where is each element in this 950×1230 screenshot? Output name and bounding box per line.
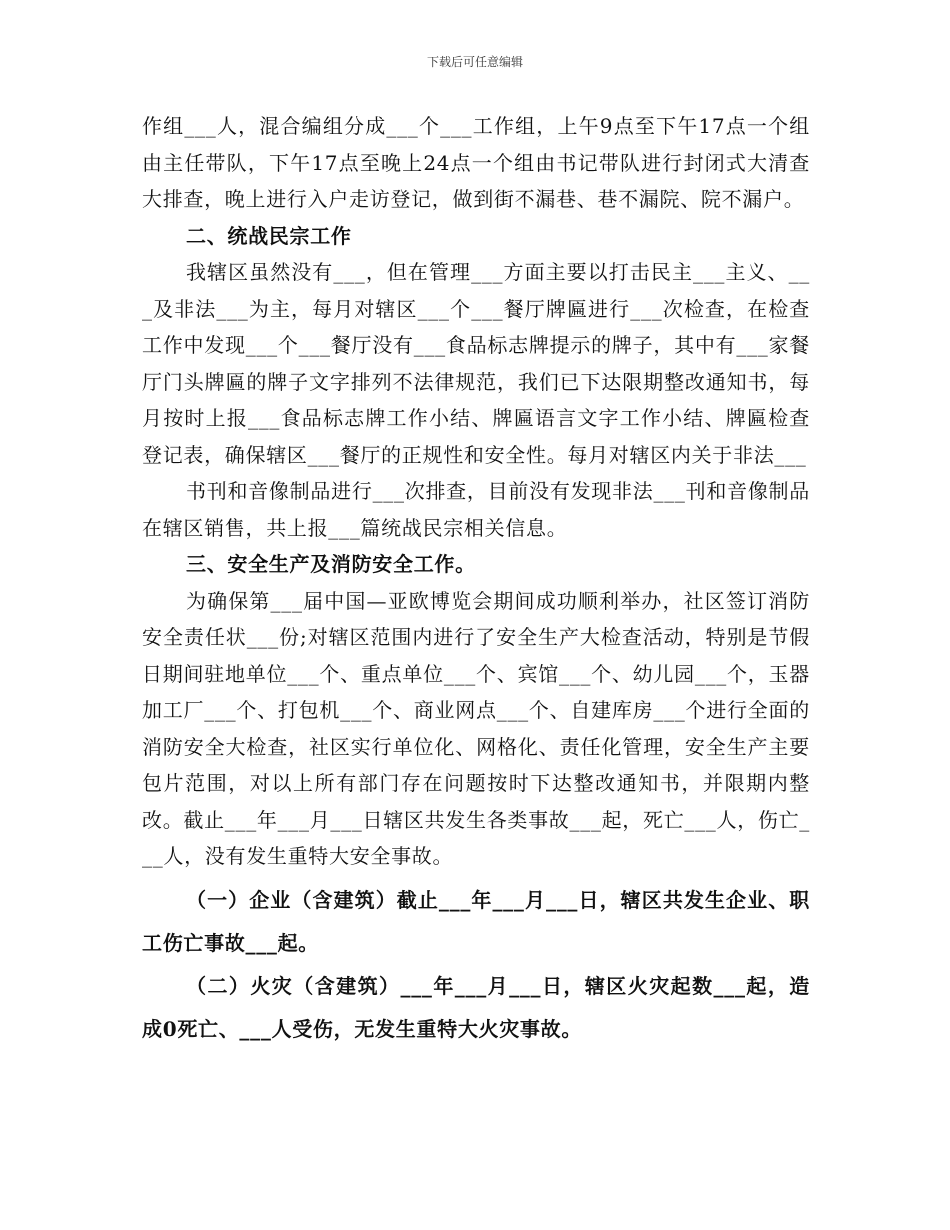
section-heading-safety: 三、安全生产及消防安全工作。 [186,552,476,576]
paragraph-work-groups: 作组___人，混合编组分成___个___工作组，上午9点至下午17点一个组由主任带队，下午17点至晚上24点一个组由书记带队进行封闭式大清查大排查，晚上进行入户走访登记，做到街不漏巷、巷不漏院、院不漏户。 [142,114,810,211]
section-heading-united-front: 二、统战民宗工作 [186,223,352,248]
paragraph-publications-check: 书刊和音像制品进行___次排查，目前没有发现非法___刊和音像制品在辖区销售，共上报___篇统战民宗相关信息。 [142,479,810,540]
paragraph-safety-inspection: 为确保第___届中国—亚欧博览会期间成功顺利举办，社区签订消防安全责任状___份;对辖区范围内进行了安全生产大检查活动，特别是节假日期间驻地单位___个、重点单位___个、宾馆___个、幼儿园___个，玉器加工厂___个、打包机___个、商业网点___个、自建库房___个进行全面的消防安全大检查，社区实行单位化、网格化、责任化管理，安全生产主要包片范围，对以上所有部门存在问题按时下达整改通知书，并限期内整改。截止___年___月___日辖区共发生各类事故___起，死亡___人，伤亡___人，没有发生重特大安全事故。 [142,588,810,868]
paragraph-fire-accidents: （二）火灾（含建筑）___年___月___日，辖区火灾起数___起，造成0死亡、___人受伤，无发生重特大火灾事故。 [142,973,810,1041]
document-body [142,108,810,1051]
paragraph-united-front: 我辖区虽然没有___，但在管理___方面主要以打击民主___主义、___及非法___为主，每月对辖区___个___餐厅牌匾进行___次检查，在检查工作中发现___个___餐厅没有___食品标志牌提示的牌子，其中有___家餐厅门头牌匾的牌子文字排列不法律规范，我们已下达限期整改通知书，每月按时上报___食品标志牌工作小结、牌匾语言文字工作小结、牌匾检查登记表，确保辖区___餐厅的正规性和安全性。每月对辖区内关于非法___ [142,260,810,467]
page-header: 下载后可任意编辑 [426,55,523,69]
paragraph-enterprise-accidents: （一）企业（含建筑）截止___年___月___日，辖区共发生企业、职工伤亡事故___起。 [142,887,810,955]
